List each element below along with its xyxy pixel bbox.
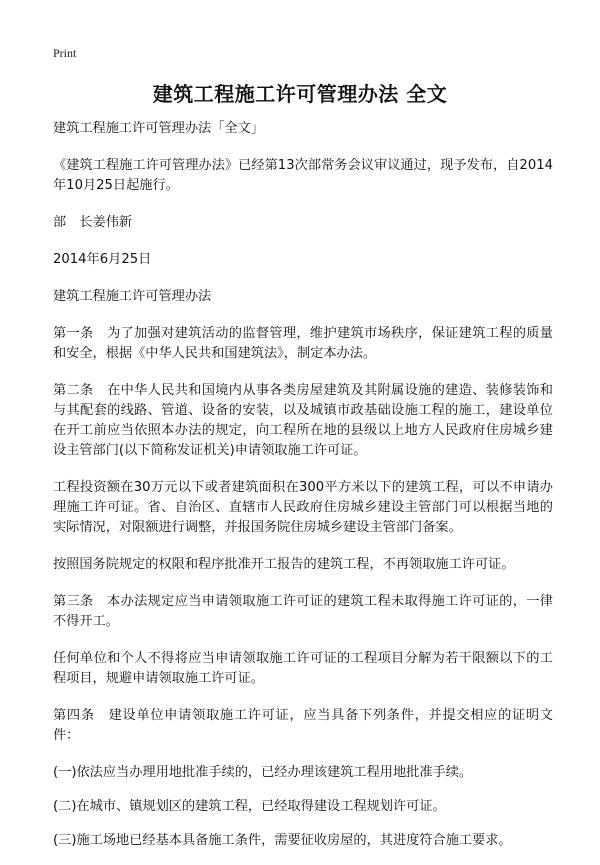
regulation-title: 建筑工程施工许可管理办法 bbox=[53, 289, 212, 304]
page-title: 建筑工程施工许可管理办法 全文 bbox=[152, 82, 448, 106]
article-4-item-2: (二)在城市、镇规划区的建筑工程，已经取得建设工程规划许可证。 bbox=[53, 799, 446, 814]
issue-date: 2014年6月25日 bbox=[53, 252, 152, 267]
article-2-clause-3: 按照国务院规定的权限和程序批准开工报告的建筑工程，不再领取施工许可证。 bbox=[53, 557, 515, 572]
article-2-clause-2: 工程投资额在30万元以下或者建筑面积在300平方米以下的建筑工程，可以不申请办理施工许可证。省、自治区、直辖市人民政府住房城乡建设主管部门可以根据当地的实际情况，对限额进行调整，并报国务院住房城乡建设主管部门备案。 bbox=[53, 480, 553, 535]
publication-notice: 《建筑工程施工许可管理办法》已经第13次部常务会议审议通过，现予发布，自2014年10月25日起施行。 bbox=[53, 158, 553, 193]
article-body bbox=[53, 119, 553, 865]
article-4-item-1: (一)依法应当办理用地批准手续的，已经办理该建筑工程用地批准手续。 bbox=[53, 765, 473, 780]
print-link[interactable]: Print bbox=[53, 46, 77, 60]
article-3: 第三条 本办法规定应当申请领取施工许可证的建筑工程未取得施工许可证的，一律不得开工。 bbox=[53, 594, 553, 629]
article-4: 第四条 建设单位申请领取施工许可证，应当具备下列条件，并提交相应的证明文件： bbox=[53, 708, 553, 743]
article-3-clause-2: 任何单位和个人不得将应当申请领取施工许可证的工程项目分解为若干限额以下的工程项目，规避申请领取施工许可证。 bbox=[53, 651, 553, 686]
doc-heading: 建筑工程施工许可管理办法「全文」 bbox=[53, 121, 264, 136]
minister-signature: 部 长姜伟新 bbox=[53, 215, 133, 230]
article-4-item-3: (三)施工场地已经基本具备施工条件，需要征收房屋的，其进度符合施工要求。 bbox=[53, 833, 512, 848]
article-2: 第二条 在中华人民共和国境内从事各类房屋建筑及其附属设施的建造、装修装饰和与其配套的线路、管道、设备的安装，以及城镇市政基础设施工程的施工，建设单位在开工前应当依照本办法的规定，向工程所在地的县级以上地方人民政府住房城乡建设主管部门(以下简称发证机关)申请领取施工许可证。 bbox=[53, 383, 553, 458]
article-1: 第一条 为了加强对建筑活动的监督管理，维护建筑市场秩序，保证建筑工程的质量和安全，根据《中华人民共和国建筑法》，制定本办法。 bbox=[53, 326, 553, 361]
